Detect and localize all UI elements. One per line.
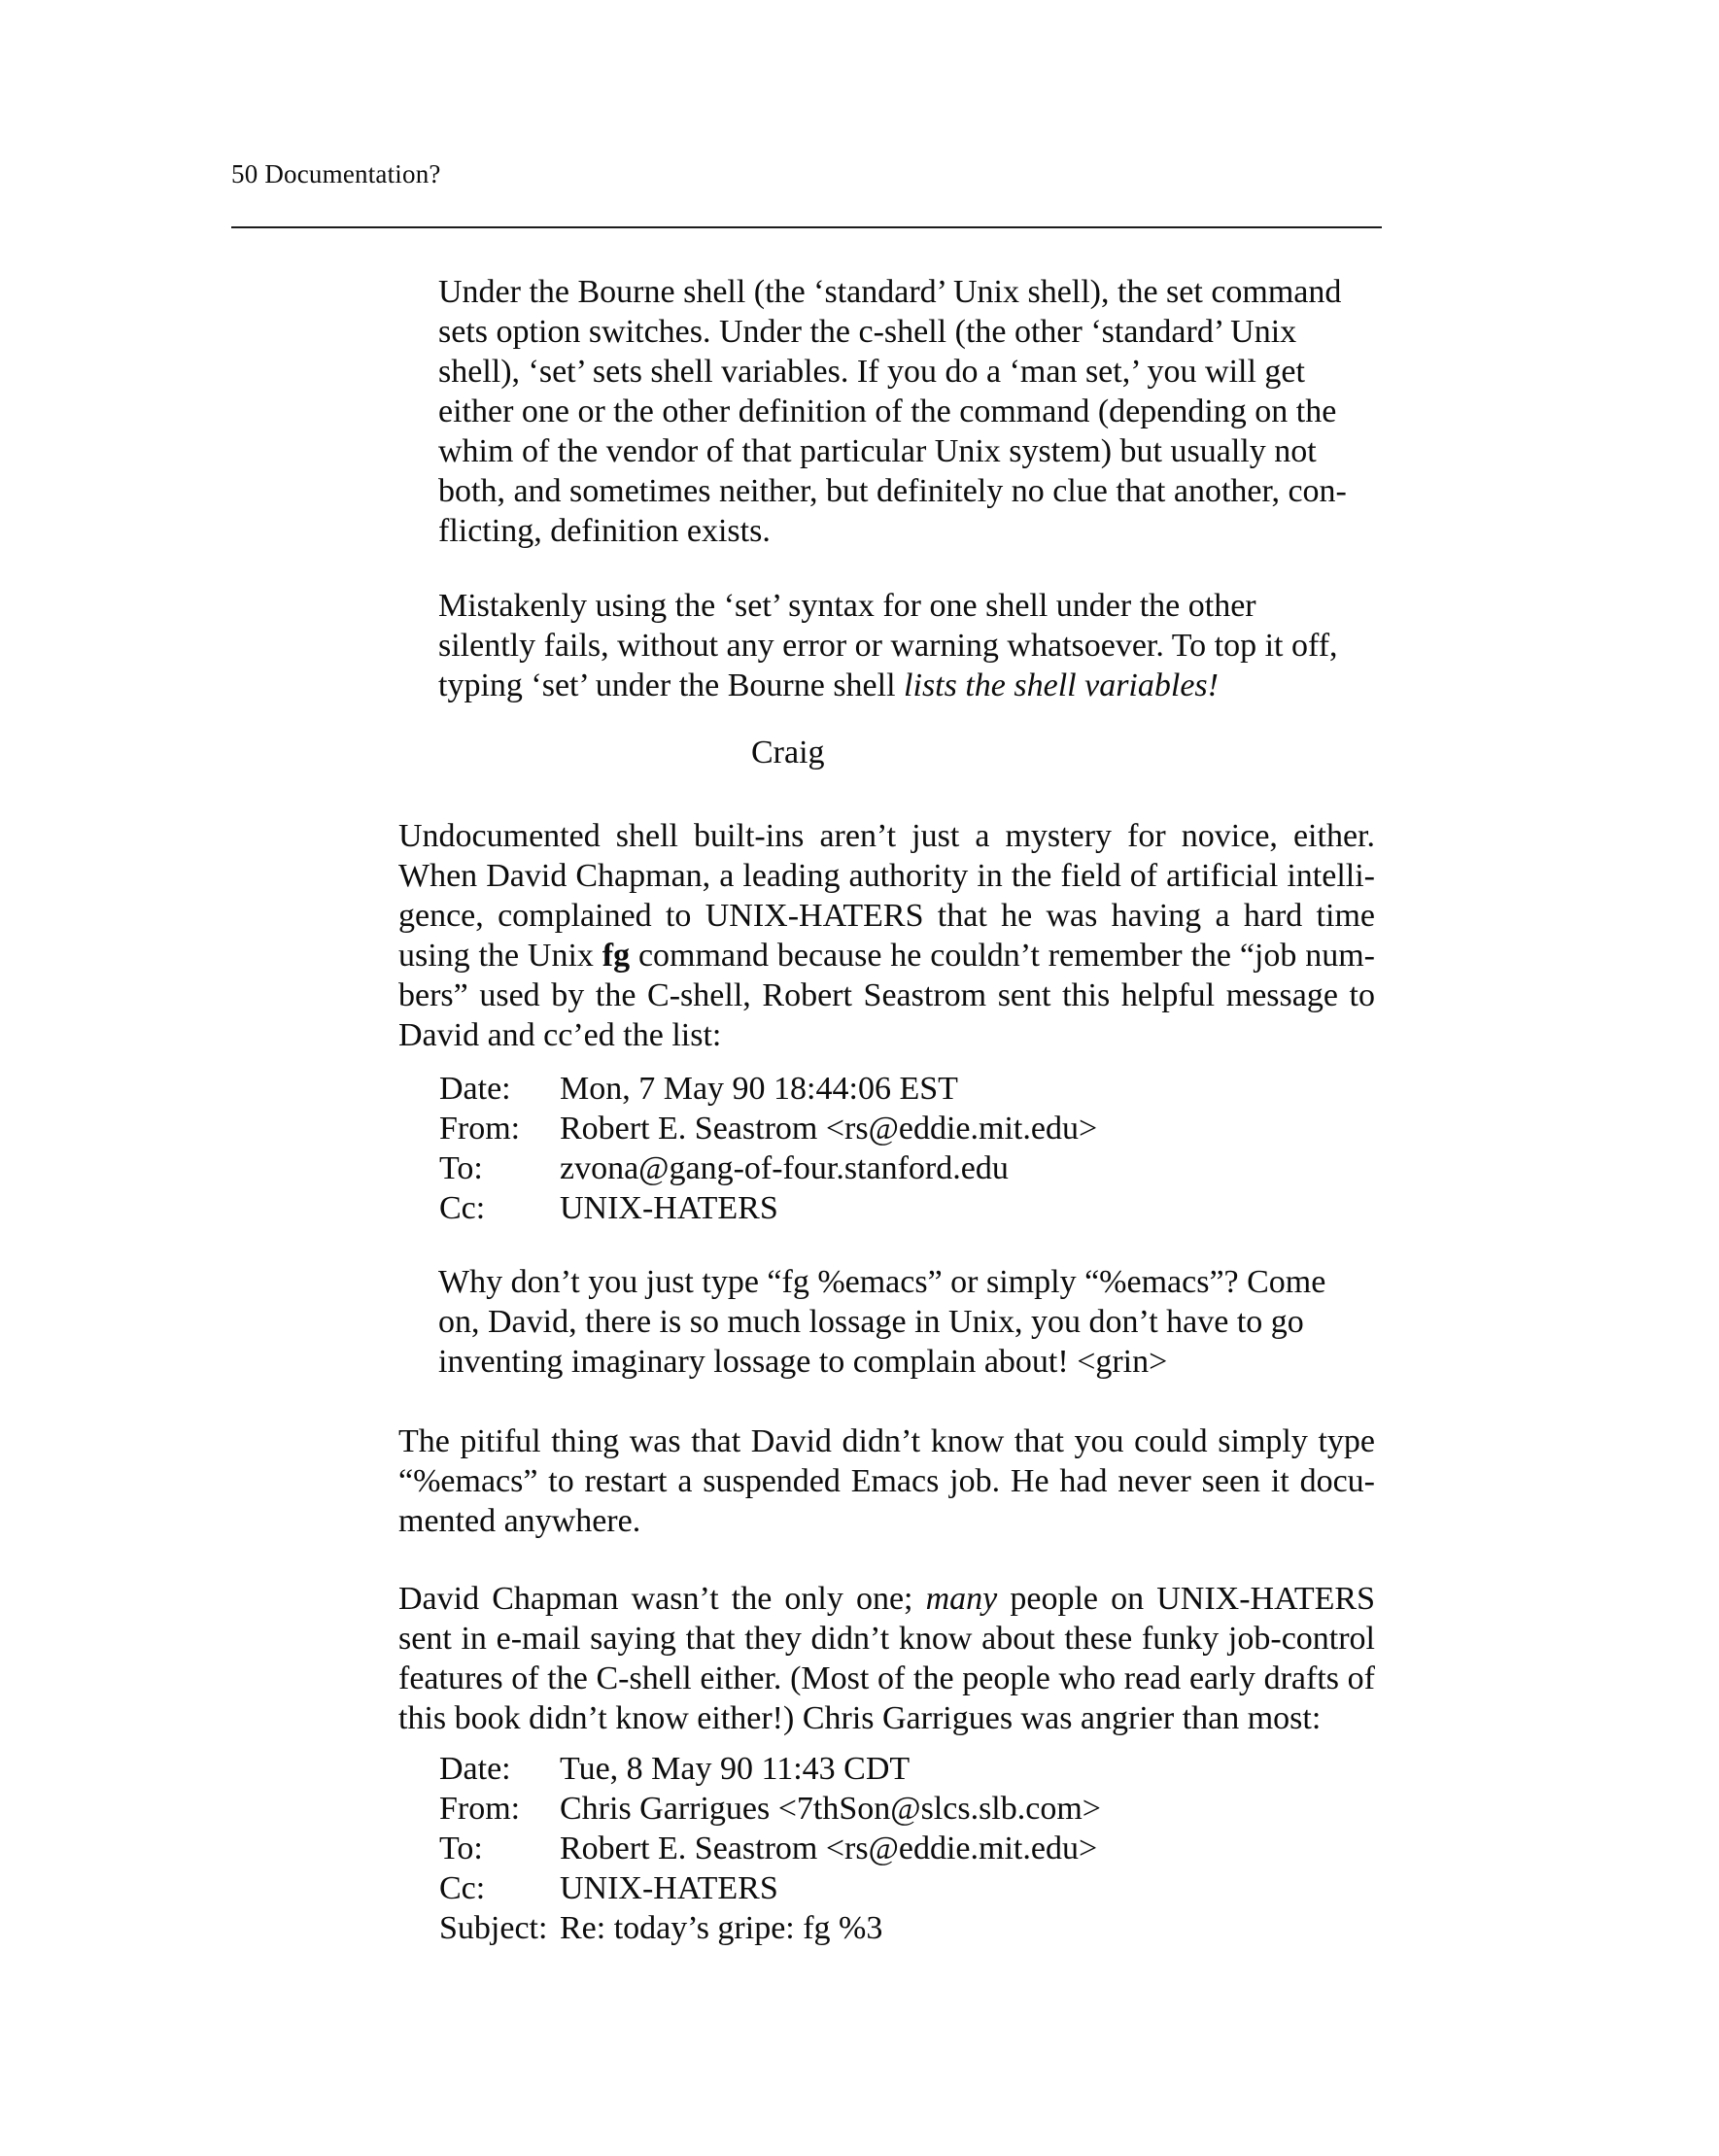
- text-line: [438, 666, 1352, 705]
- text-segment: silently fails, without any error or warning whatsoever. To top it off,: [438, 628, 1338, 664]
- text-segment: Under the Bourne shell (the ‘standard’ Unix shell), the set command: [438, 274, 1342, 310]
- email-field-value: zvona@gang-of-four.stanford.edu: [560, 1150, 1009, 1186]
- email-row: [439, 1908, 1375, 1948]
- email-field-label: Subject:: [439, 1910, 548, 1946]
- attribution: [751, 733, 1375, 772]
- email-field-value: Chris Garrigues <7thSon@slcs.slb.com>: [560, 1791, 1101, 1827]
- email-field-label: From:: [439, 1791, 521, 1827]
- email-field-value: UNIX-HATERS: [560, 1190, 778, 1226]
- email-row: [439, 1069, 1375, 1109]
- text-line: [438, 511, 1352, 551]
- header-rule: [231, 226, 1382, 228]
- text-segment: bers” used by the C-shell, Robert Seastrom sent this helpful message to: [398, 977, 1375, 1013]
- text-segment: Why don’t you just type “fg %emacs” or simply “%emacs”? Come: [438, 1264, 1326, 1300]
- text-line: [398, 975, 1375, 1015]
- text-segment: The pitiful thing was that David didn’t know that you could simply type: [398, 1423, 1375, 1459]
- text-segment: fg: [602, 938, 631, 974]
- page-content: [398, 272, 1375, 1948]
- email-field-label: Cc:: [439, 1190, 486, 1226]
- text-line: [438, 272, 1352, 312]
- email-field-label: To:: [439, 1831, 483, 1866]
- text-segment: flicting, definition exists.: [438, 513, 771, 549]
- text-segment: David and cc’ed the list:: [398, 1017, 722, 1053]
- text-line: [398, 1579, 1375, 1619]
- text-line: [398, 1619, 1375, 1659]
- email-field-label: Date:: [439, 1071, 511, 1107]
- attribution-text: Craig: [751, 735, 825, 770]
- email-field-label: Date:: [439, 1751, 511, 1787]
- text-line: [438, 431, 1352, 471]
- email-row: [439, 1188, 1375, 1228]
- text-line: [438, 1342, 1352, 1382]
- text-segment: whim of the vendor of that particular Unix system) but usually not: [438, 433, 1317, 469]
- text-line: [398, 896, 1375, 936]
- text-segment: using the Unix: [398, 938, 602, 974]
- text-line: [398, 1501, 1375, 1541]
- text-segment: “%emacs” to restart a suspended Emacs job. He had never seen it docu-: [398, 1463, 1375, 1499]
- email-field-label: Cc:: [439, 1870, 486, 1906]
- email-row: [439, 1829, 1375, 1868]
- email-row: [439, 1868, 1375, 1908]
- email-field-value: Re: today’s gripe: fg %3: [560, 1910, 883, 1946]
- text-segment: Mistakenly using the ‘set’ syntax for one shell under the other: [438, 588, 1256, 624]
- text-segment: typing ‘set’ under the Bourne shell: [438, 667, 905, 703]
- email-field-label: From:: [439, 1111, 521, 1146]
- email-header-block: [439, 1749, 1375, 1948]
- email-field-value: UNIX-HATERS: [560, 1870, 778, 1906]
- email-field-label: To:: [439, 1150, 483, 1186]
- body-paragraph: [398, 1579, 1375, 1738]
- email-field-value: Robert E. Seastrom <rs@eddie.mit.edu>: [560, 1831, 1098, 1866]
- text-segment: David Chapman wasn’t the only one;: [398, 1581, 926, 1617]
- text-line: [398, 1659, 1375, 1698]
- text-line: [398, 816, 1375, 856]
- text-segment: When David Chapman, a leading authority in the field of artificial intelli-: [398, 858, 1375, 894]
- text-segment: gence, complained to UNIX-HATERS that he was having a hard time: [398, 898, 1375, 934]
- text-segment: people on UNIX-HATERS: [997, 1581, 1375, 1617]
- text-line: [438, 1262, 1352, 1302]
- text-segment: sets option switches. Under the c-shell (the other ‘standard’ Unix: [438, 314, 1297, 350]
- email-header-block: [439, 1069, 1375, 1228]
- text-segment: shell), ‘set’ sets shell variables. If you do a ‘man set,’ you will get: [438, 354, 1305, 390]
- text-line: [398, 1698, 1375, 1738]
- text-line: [438, 392, 1352, 431]
- quote-block: [438, 586, 1352, 705]
- email-row: [439, 1109, 1375, 1148]
- body-paragraph: [398, 1421, 1375, 1541]
- running-header: 50 Documentation?: [231, 159, 441, 188]
- text-line: [398, 1461, 1375, 1501]
- text-segment: many: [925, 1581, 998, 1617]
- text-segment: on, David, there is so much lossage in Unix, you don’t have to go: [438, 1304, 1304, 1340]
- text-line: [438, 471, 1352, 511]
- text-line: [438, 312, 1352, 352]
- text-segment: sent in e-mail saying that they didn’t know about these funky job-control: [398, 1621, 1375, 1657]
- text-segment: this book didn’t know either!) Chris Garrigues was angrier than most:: [398, 1700, 1322, 1736]
- text-segment: features of the C-shell either. (Most of the people who read early drafts of: [398, 1660, 1375, 1696]
- text-segment: mented anywhere.: [398, 1503, 641, 1539]
- email-field-value: Tue, 8 May 90 11:43 CDT: [560, 1751, 911, 1787]
- text-segment: inventing imaginary lossage to complain about! <grin>: [438, 1344, 1168, 1380]
- email-row: [439, 1789, 1375, 1829]
- email-row: [439, 1148, 1375, 1188]
- quote-block: [438, 1262, 1352, 1382]
- text-line: [438, 586, 1352, 626]
- quote-block: [438, 272, 1352, 551]
- body-paragraph: [398, 816, 1375, 1055]
- text-line: [398, 1015, 1375, 1055]
- text-segment: command because he couldn’t remember the “job num-: [630, 938, 1375, 974]
- text-segment: both, and sometimes neither, but definitely no clue that another, con-: [438, 473, 1347, 509]
- email-row: [439, 1749, 1375, 1789]
- text-segment: Undocumented shell built-ins aren’t just a mystery for novice, either.: [398, 818, 1375, 854]
- text-segment: lists the shell variables!: [904, 667, 1219, 703]
- text-line: [398, 936, 1375, 975]
- text-line: [398, 1421, 1375, 1461]
- text-line: [438, 1302, 1352, 1342]
- text-line: [438, 352, 1352, 392]
- text-segment: either one or the other definition of the command (depending on the: [438, 394, 1337, 429]
- text-line: [398, 856, 1375, 896]
- text-line: [438, 626, 1352, 666]
- email-field-value: Mon, 7 May 90 18:44:06 EST: [560, 1071, 958, 1107]
- email-field-value: Robert E. Seastrom <rs@eddie.mit.edu>: [560, 1111, 1098, 1146]
